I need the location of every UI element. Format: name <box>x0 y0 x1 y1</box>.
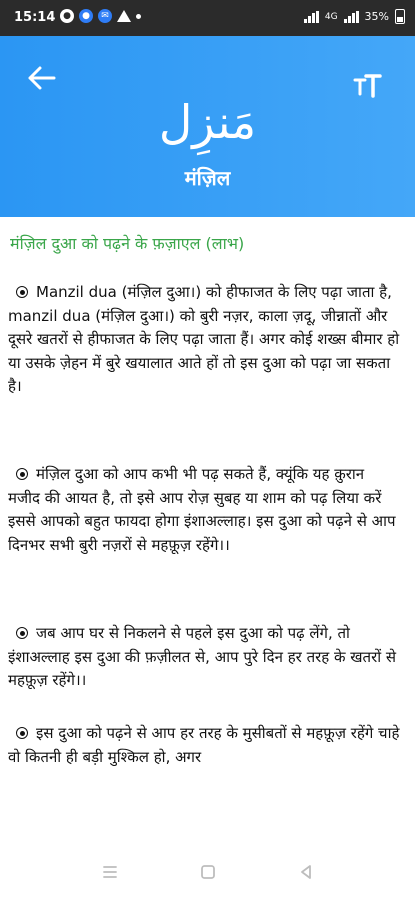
recent-apps-button[interactable] <box>100 862 120 882</box>
content-scroll[interactable] <box>0 217 415 772</box>
section-heading: मंज़िल दुआ को पढ़ने के फ़ज़ाएल (लाभ) <box>10 234 245 253</box>
header <box>0 36 415 217</box>
navigation-bar <box>0 840 415 900</box>
bullet-icon <box>16 627 28 639</box>
warning-icon <box>117 10 131 22</box>
bullet-icon <box>16 468 28 480</box>
paragraph-3: जब आप घर से निकलने से पहले इस दुआ को पढ़ लेंगे, तो इंशाअल्लाह इस दुआ की फ़ज़ीलत से, आप पुरे दिन हर तरह के खतरों से महफ़ूज़ रहेंगे।। <box>8 624 397 690</box>
wifi-signal-icon <box>304 11 319 23</box>
menu-icon <box>100 862 120 882</box>
battery-percent: 35% <box>364 10 389 23</box>
arrow-left-icon <box>26 64 58 92</box>
notification-icons <box>60 9 141 23</box>
back-triangle-icon <box>296 862 316 882</box>
system-back-button[interactable] <box>296 862 316 882</box>
battery-icon <box>395 9 405 24</box>
cell-signal-icon <box>344 11 359 23</box>
home-button[interactable] <box>198 862 218 882</box>
home-square-icon <box>198 862 218 882</box>
network-type: 4G <box>324 11 338 22</box>
paragraph-1: Manzil dua (मंज़िल दुआ।) को हीफाजत के लिए पढ़ा जाता है, manzil dua (मंज़िल दुआ।) को बुरी नज़र, काला ज़दू, जीन्नातों और दूसरे खतरों से हीफाजत के लिए पढ़ा जाता हैं। अगर कोई शख्स बीमार हो या उसके ज़ेहन में बुरे खयालात आते हों तो इस दुआ को पढ़ा जा सकता है। <box>8 283 400 396</box>
back-button[interactable] <box>26 64 58 92</box>
paragraph-4: इस दुआ को पढ़ने से आप हर तरह के मुसीबतों से महफ़ूज़ रहेंगे चाहे वो कितनी ही बड़ी मुश्किल हो, अगर <box>8 724 400 766</box>
paragraph-2: मंज़िल दुआ को आप कभी भी पढ़ सकते हैं, क्यूंकि यह क़ुरान मजीद की आयत है, तो इसे आप रोज़ सुबह या शाम को पढ़ लिया करें इससे आपको बहुत फायदा होगा इंशाअल्लाह। इस दुआ को पढ़ने से आप दिनभर सभी बुरी नज़रों से महफ़ूज़ रहेंगे।। <box>8 465 396 554</box>
status-bar <box>0 0 415 36</box>
app-notification-icon: ● <box>79 9 93 23</box>
arabic-title: مَنزِل <box>158 95 257 149</box>
page-title: मंज़िल <box>184 166 231 190</box>
status-right <box>304 9 405 24</box>
status-time: 15:14 <box>14 10 56 25</box>
bullet-icon <box>16 727 28 739</box>
more-notifications-icon <box>136 14 141 19</box>
notification-icon: ● <box>60 9 74 23</box>
bullet-icon <box>16 286 28 298</box>
mail-notification-icon: ✉ <box>98 9 112 23</box>
